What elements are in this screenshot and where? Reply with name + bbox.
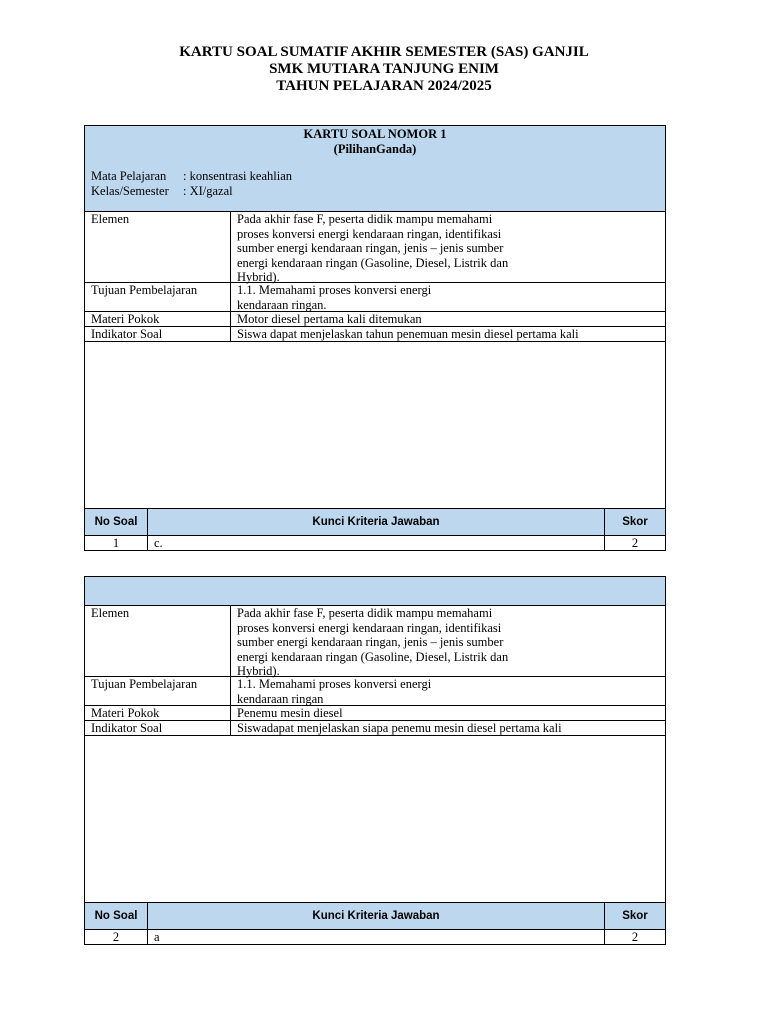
tujuan-line: kendaraan ringan. <box>237 297 327 312</box>
indikator-value: Siswadapat menjelaskan siapa penemu mesin diesel pertama kali <box>237 721 562 735</box>
class-label: Kelas/Semester <box>91 183 169 198</box>
elemen-line: proses konversi energi kendaraan ringan, identifikasi <box>237 226 502 241</box>
header-line-2: SMK MUTIARA TANJUNG ENIM <box>269 61 499 77</box>
materi-label: Materi Pokok <box>85 706 231 720</box>
tujuan-label: Tujuan Pembelajaran <box>85 677 231 705</box>
elemen-line: sumber energi kendaraan ringan, jenis – jenis sumber <box>237 241 504 255</box>
materi-value: Motor diesel pertama kali ditemukan <box>237 312 422 326</box>
elemen-value <box>231 606 665 676</box>
subject-value: : konsentrasi keahlian <box>183 169 292 183</box>
document-header <box>0 44 768 95</box>
col-no-soal: No Soal <box>85 509 148 535</box>
card-2-elemen-row <box>85 605 665 676</box>
elemen-line: sumber energi kendaraan ringan, jenis – jenis sumber <box>237 635 504 649</box>
materi-label: Materi Pokok <box>85 312 231 326</box>
card-2-tujuan-row <box>85 676 665 705</box>
elemen-line: Pada akhir fase F, peserta didik mampu memahami <box>237 606 493 620</box>
card-2-answer-header <box>85 902 665 929</box>
card-1-title: KARTU SOAL NOMOR 1 <box>303 127 447 141</box>
card-1-indikator-row <box>85 326 665 341</box>
subject-label: Mata Pelajaran <box>91 169 167 183</box>
col-no-soal: No Soal <box>85 903 148 929</box>
header-line-3: TAHUN PELAJARAN 2024/2025 <box>276 78 492 94</box>
answer-no: 2 <box>85 930 148 944</box>
answer-key: c. <box>148 536 605 550</box>
question-card-1 <box>84 125 666 551</box>
indikator-label: Indikator Soal <box>85 721 231 735</box>
tujuan-value <box>231 677 665 705</box>
card-2-header <box>85 577 665 605</box>
card-1-subtitle: (PilihanGanda) <box>333 141 417 156</box>
answer-score: 2 <box>631 536 639 550</box>
indikator-label: Indikator Soal <box>85 327 231 341</box>
card-1-answer-row <box>85 535 665 550</box>
card-2-materi-row <box>85 705 665 720</box>
elemen-label: Elemen <box>85 212 231 282</box>
tujuan-line: 1.1. Memahami proses konversi energi <box>237 283 432 297</box>
elemen-line: proses konversi energi kendaraan ringan, identifikasi <box>237 620 502 635</box>
header-line-1: KARTU SOAL SUMATIF AKHIR SEMESTER (SAS) GANJIL <box>179 44 589 60</box>
elemen-line: Hybrid). <box>237 664 280 678</box>
card-2-answer-row <box>85 929 665 944</box>
card-1-elemen-row <box>85 211 665 282</box>
card-1-header <box>85 126 665 211</box>
tujuan-label: Tujuan Pembelajaran <box>85 283 231 311</box>
elemen-line: energi kendaraan ringan (Gasoline, Diesel, Listrik dan <box>237 255 509 270</box>
card-1-materi-row <box>85 311 665 326</box>
col-kunci: Kunci Kriteria Jawaban <box>148 509 605 535</box>
col-skor: Skor <box>622 516 648 528</box>
card-1-question-area <box>85 341 665 508</box>
elemen-line: Hybrid). <box>237 270 280 284</box>
tujuan-line: kendaraan ringan <box>237 691 324 706</box>
card-1-answer-header <box>85 508 665 535</box>
class-value: : XI/gazal <box>183 183 233 198</box>
elemen-line: Pada akhir fase F, peserta didik mampu memahami <box>237 212 493 226</box>
tujuan-value <box>231 283 665 311</box>
materi-value: Penemu mesin diesel <box>237 706 343 720</box>
answer-score: 2 <box>631 930 639 944</box>
card-1-subject-row <box>85 169 665 184</box>
tujuan-line: 1.1. Memahami proses konversi energi <box>237 677 432 691</box>
answer-no: 1 <box>85 536 148 550</box>
indikator-value: Siswa dapat menjelaskan tahun penemuan mesin diesel pertama kali <box>237 327 579 341</box>
col-kunci: Kunci Kriteria Jawaban <box>148 903 605 929</box>
question-card-2 <box>84 576 666 945</box>
card-2-question-area <box>85 735 665 902</box>
card-1-tujuan-row <box>85 282 665 311</box>
answer-key: a <box>148 930 605 944</box>
elemen-label: Elemen <box>85 606 231 676</box>
card-2-indikator-row <box>85 720 665 735</box>
card-1-class-row <box>85 184 665 199</box>
elemen-line: energi kendaraan ringan (Gasoline, Diesel, Listrik dan <box>237 649 509 664</box>
elemen-value <box>231 212 665 282</box>
col-skor: Skor <box>622 910 648 922</box>
